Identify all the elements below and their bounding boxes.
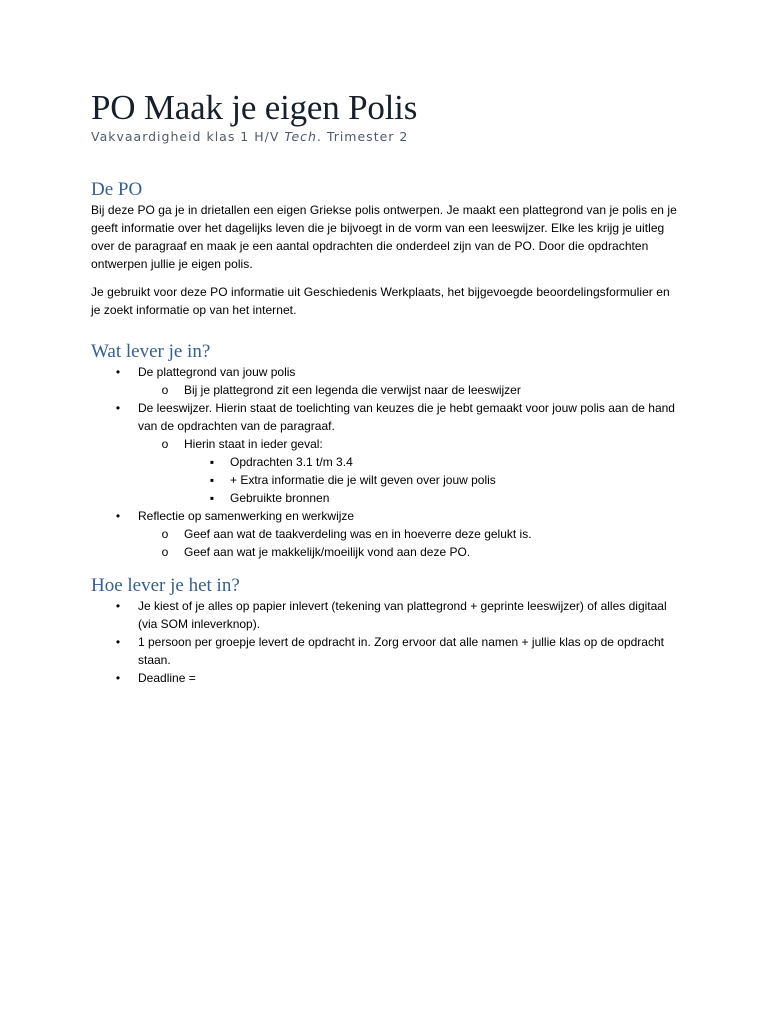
sub-list — [91, 435, 677, 507]
list-item — [184, 471, 677, 489]
heading-wat-lever-je-in: Wat lever je in? — [91, 341, 211, 362]
bullet-marker: ▪ — [209, 491, 215, 505]
list-item — [184, 453, 677, 471]
list-item-text: Geef aan wat de taakverdeling was en in hoeverre deze gelukt is. — [184, 527, 532, 541]
sub-sub-list — [184, 453, 677, 507]
list-item-text: Gebruikte bronnen — [230, 491, 330, 505]
list-item-text: Opdrachten 3.1 t/m 3.4 — [230, 455, 353, 469]
list-item-text: Bij je plattegrond zit een legenda die verwijst naar de leeswijzer — [184, 383, 521, 397]
list-item — [91, 633, 691, 669]
list-item-text: Reflectie op samenwerking en werkwijze — [138, 509, 355, 523]
list-wat-lever — [91, 363, 691, 561]
subtitle-part-1: Vakvaardigheid klas 1 H/V — [91, 129, 285, 144]
list-item — [91, 399, 691, 507]
bullet-marker: o — [161, 437, 169, 451]
bullet-marker: • — [115, 635, 121, 649]
sub-list — [91, 381, 691, 399]
list-item-text: + Extra informatie die je wilt geven over jouw polis — [230, 473, 496, 487]
list-item-text: De plattegrond van jouw polis — [138, 365, 296, 379]
subtitle-italic: Tech — [284, 129, 317, 144]
list-item — [91, 507, 691, 561]
list-item-text: Hierin staat in ieder geval: — [184, 437, 323, 451]
list-item — [91, 669, 691, 687]
document-subtitle — [91, 129, 691, 145]
list-item-text: 1 persoon per groepje levert de opdracht in. Zorg ervoor dat alle namen + jullie klas op de opdracht staan. — [138, 635, 664, 667]
list-item-text: De leeswijzer. Hierin staat de toelichting van keuzes die je hebt gemaakt voor jouw polis aan de hand van de opdrachten van de paragraaf. — [138, 401, 675, 433]
document-title: PO Maak je eigen Polis — [91, 88, 418, 127]
bullet-marker: o — [161, 545, 169, 559]
document-page — [91, 88, 691, 687]
bullet-marker: ▪ — [209, 473, 215, 487]
paragraph-de-po-1: Bij deze PO ga je in drietallen een eigen Griekse polis ontwerpen. Je maakt een plattegrond van je polis en je geeft informatie over het dagelijks leven die je bijvoegt in de vorm van een leeswijzer. Elke les krijg je uitleg over de paragraaf en maak je een aantal opdrachten die onderdeel zijn van de PO. Door die opdrachten ontwerpen jullie je eigen polis. — [91, 203, 677, 271]
bullet-marker: • — [115, 509, 121, 523]
paragraph-de-po-2: Je gebruikt voor deze PO informatie uit Geschiedenis Werkplaats, het bijgevoegde beoordelingsformulier en je zoekt informatie op van het internet. — [91, 285, 670, 317]
list-item — [91, 597, 691, 633]
bullet-marker: • — [115, 671, 121, 685]
bullet-marker: o — [161, 383, 169, 397]
subtitle-part-2: . Trimester 2 — [316, 129, 409, 144]
bullet-marker: • — [115, 599, 121, 613]
list-item — [91, 363, 691, 399]
list-item-text: Deadline = — [138, 671, 196, 685]
list-item-text: Je kiest of je alles op papier inlevert (tekening van plattegrond + geprinte leeswijzer) of alles digitaal (via SOM inleverknop). — [138, 599, 667, 631]
bullet-marker: o — [161, 527, 169, 541]
list-item — [184, 489, 677, 507]
list-hoe-lever — [91, 597, 691, 687]
heading-de-po: De PO — [91, 179, 143, 200]
bullet-marker: • — [115, 365, 121, 379]
list-item — [138, 525, 691, 543]
list-item — [138, 435, 677, 507]
bullet-marker: • — [115, 401, 121, 415]
heading-hoe-lever-je-het-in: Hoe lever je het in? — [91, 575, 240, 596]
list-item-text: Geef aan wat je makkelijk/moeilijk vond aan deze PO. — [184, 545, 471, 559]
list-item — [138, 543, 691, 561]
list-item — [138, 381, 691, 399]
sub-list — [91, 525, 691, 561]
bullet-marker: ▪ — [209, 455, 215, 469]
